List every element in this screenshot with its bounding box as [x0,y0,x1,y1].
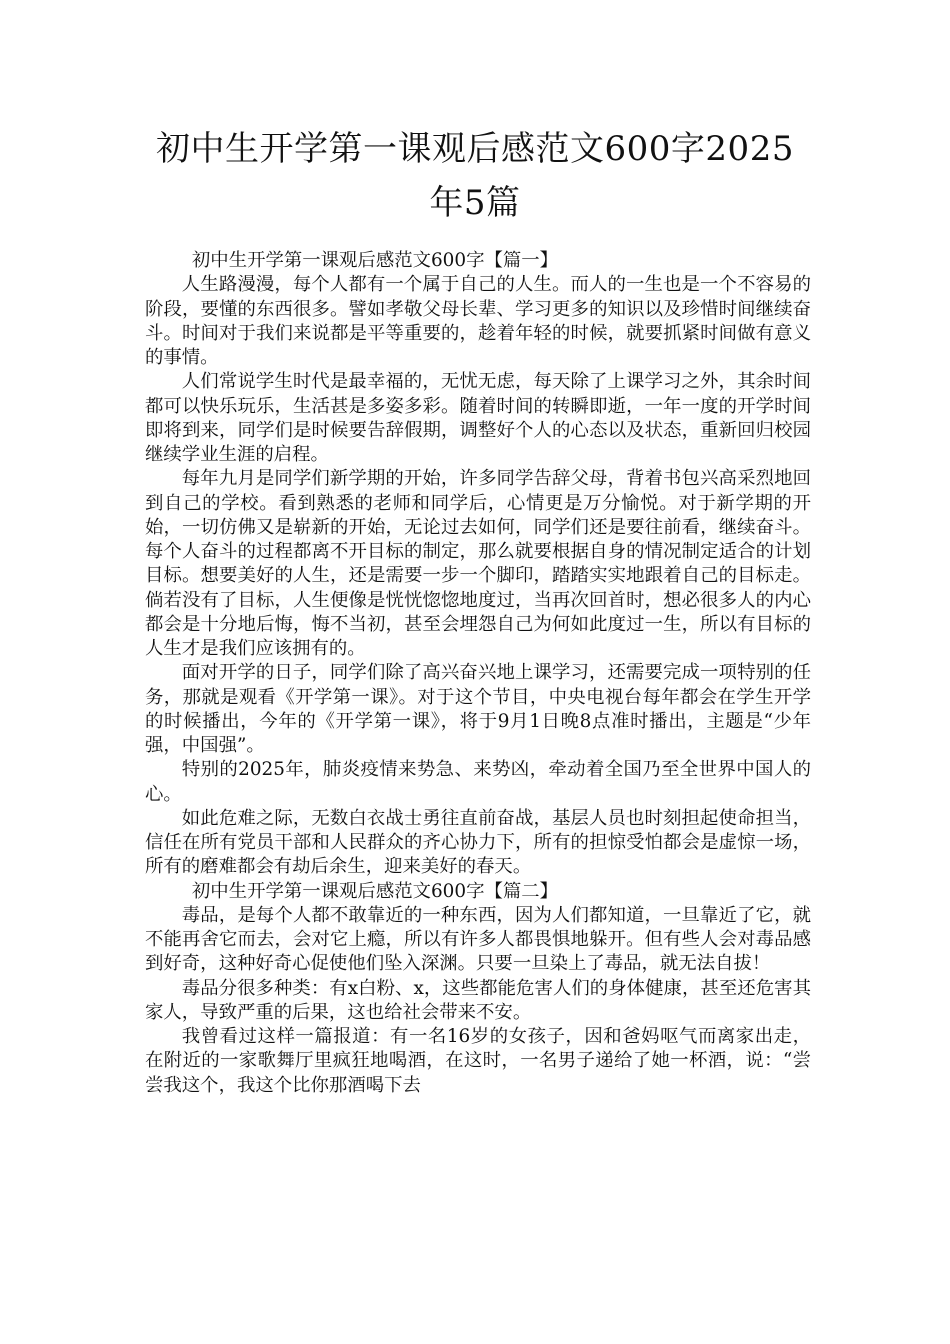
paragraph: 我曾看过这样一篇报道：有一名16岁的女孩子，因和爸妈呕气而离家出走，在附近的一家歌舞厅里疯狂地喝酒，在这时，一名男子递给了她一杯酒，说：“尝尝我这个，我这个比你那酒喝下去 [145,1026,811,1096]
paragraph: 毒品，是每个人都不敢靠近的一种东西，因为人们都知道，一旦靠近了它，就不能再舍它而去，会对它上瘾，所以有许多人都畏惧地躲开。但有些人会对毒品感到好奇，这种好奇心促使他们坠入深渊。只要一旦染上了毒品，就无法自拔！ [145,904,811,975]
paragraph: 特别的2025年，肺炎疫情来势急、来势凶，牵动着全国乃至全世界中国人的心。 [145,759,811,805]
paragraph: 毒品分很多种类：有x白粉、x，这些都能危害人们的身体健康，甚至还危害其家人，导致严重的后果，这也给社会带来不安。 [145,977,811,1023]
section-heading: 初中生开学第一课观后感范文600字【篇二】 [191,880,559,902]
section-heading: 初中生开学第一课观后感范文600字【篇一】 [191,250,559,271]
paragraph: 面对开学的日子，同学们除了高兴奋兴地上课学习，还需要完成一项特别的任务，那就是观看《开学第一课》。对于这个节目，中央电视台每年都会在学生开学的时候播出，今年的《开学第一课》，将于9月1日晚8点准时播出，主题是“少年强，中国强”。 [145,662,811,756]
document-title: 初中生开学第一课观后感范文600字2025年5篇 [156,129,794,223]
paragraph: 如此危难之际，无数白衣战士勇往直前奋战，基层人员也时刻担起使命担当，信任在所有党员干部和人民群众的齐心协力下，所有的担惊受怕都会是虚惊一场，所有的磨难都会有劫后余生，迎来美好的春天。 [145,807,811,878]
paragraph: 人们常说学生时代是最幸福的，无忧无虑，每天除了上课学习之外，其余时间都可以快乐玩乐，生活甚是多姿多彩。随着时间的转瞬即逝，一年一度的开学时间即将到来，同学们是时候要告辞假期，调整好个人的心态以及状态，重新回归校园继续学业生涯的启程。 [145,371,811,465]
document-body [145,249,811,1098]
paragraph: 人生路漫漫，每个人都有一个属于自己的人生。而人的一生也是一个不容易的阶段，要懂的东西很多。譬如孝敬父母长辈、学习更多的知识以及珍惜时间继续奋斗。时间对于我们来说都是平等重要的，趁着年轻的时候，就要抓紧时间做有意义的事情。 [145,274,811,368]
paragraph: 每年九月是同学们新学期的开始，许多同学告辞父母，背着书包兴高采烈地回到自己的学校。看到熟悉的老师和同学后，心情更是万分愉悦。对于新学期的开始，一切仿佛又是崭新的开始，无论过去如何，同学们还是要往前看，继续奋斗。每个人奋斗的过程都离不开目标的制定，那么就要根据自身的情况制定适合的计划目标。想要美好的人生，还是需要一步一个脚印，踏踏实实地跟着自己的目标走。倘若没有了目标，人生便像是恍恍惚惚地度过，当再次回首时，想必很多人的内心都会是十分地后悔，悔不当初，甚至会埋怨自己为何如此度过一生，所以有目标的人生才是我们应该拥有的。 [145,468,811,659]
